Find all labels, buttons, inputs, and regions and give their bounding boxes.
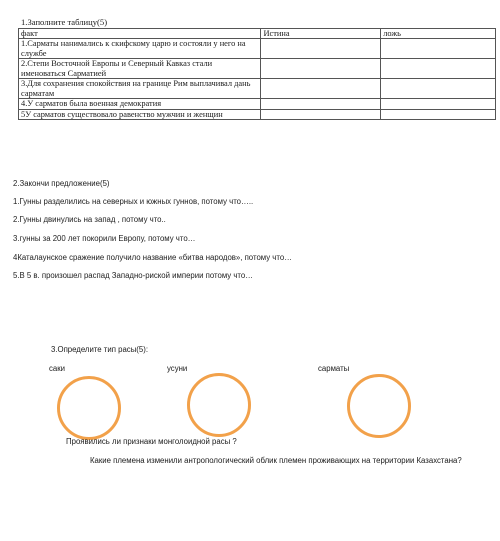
true-cell[interactable]: [261, 109, 381, 119]
task2-line-1: 1.Гунны разделились на северных и южных гуннов, потому что…..: [13, 197, 254, 206]
saki-circle: [57, 376, 121, 440]
task1-title: 1.Заполните таблицу(5): [21, 17, 108, 27]
question-tribes: Какие племена изменили антропологический облик племен проживающих на территории Казахстана?: [90, 456, 462, 465]
header-false: ложь: [381, 29, 496, 39]
false-cell[interactable]: [381, 99, 496, 109]
task2-title: 2.Закончи предложение(5): [13, 179, 110, 188]
task2-line-5: 5.В 5 в. произошел распад Западно-риской империи потому что…: [13, 271, 254, 280]
table-header-row: [19, 29, 496, 39]
label-sarmaty: сарматы: [318, 364, 350, 373]
task2-line-2: 2.Гунны двинулись на запад , потому что..: [13, 215, 166, 224]
header-true: Истина: [261, 29, 381, 39]
true-cell[interactable]: [261, 39, 381, 59]
false-cell[interactable]: [381, 39, 496, 59]
true-cell[interactable]: [261, 79, 381, 99]
sarmaty-circle: [347, 374, 411, 438]
fact-cell: 2.Степи Восточной Европы и Северный Кавказ стали именоваться Сарматией: [19, 59, 261, 79]
false-cell[interactable]: [381, 79, 496, 99]
task3-title: 3.Определите тип расы(5):: [51, 345, 148, 354]
table-row: [19, 59, 496, 79]
false-cell[interactable]: [381, 59, 496, 79]
fact-cell: 4.У сарматов была военная демократия: [19, 99, 261, 109]
usuni-circle: [187, 373, 251, 437]
false-cell[interactable]: [381, 109, 496, 119]
task2-line-4: 4Каталаунское сражение получило название «битва народов», потому что…: [13, 253, 292, 262]
table-row: [19, 79, 496, 99]
label-usuni: усуни: [167, 364, 188, 373]
true-cell[interactable]: [261, 99, 381, 109]
task2-line-3: 3.гунны за 200 лет покорили Европу, потому что…: [13, 234, 196, 243]
fact-cell: 5У сарматов существовало равенство мужчин и женщин: [19, 109, 261, 119]
header-fact: факт: [19, 29, 261, 39]
question-mongoloid: Проявились ли признаки монголоидной расы ?: [66, 437, 237, 446]
fact-cell: 3.Для сохранения спокойствия на границе Рим выплачивал дань сарматам: [19, 79, 261, 99]
facts-table: [18, 28, 496, 120]
fact-cell: 1.Сарматы нанимались к скифскому царю и состояли у него на службе: [19, 39, 261, 59]
table-row: [19, 99, 496, 109]
true-cell[interactable]: [261, 59, 381, 79]
label-saki: саки: [49, 364, 66, 373]
table-row: [19, 39, 496, 59]
table-row: [19, 109, 496, 119]
